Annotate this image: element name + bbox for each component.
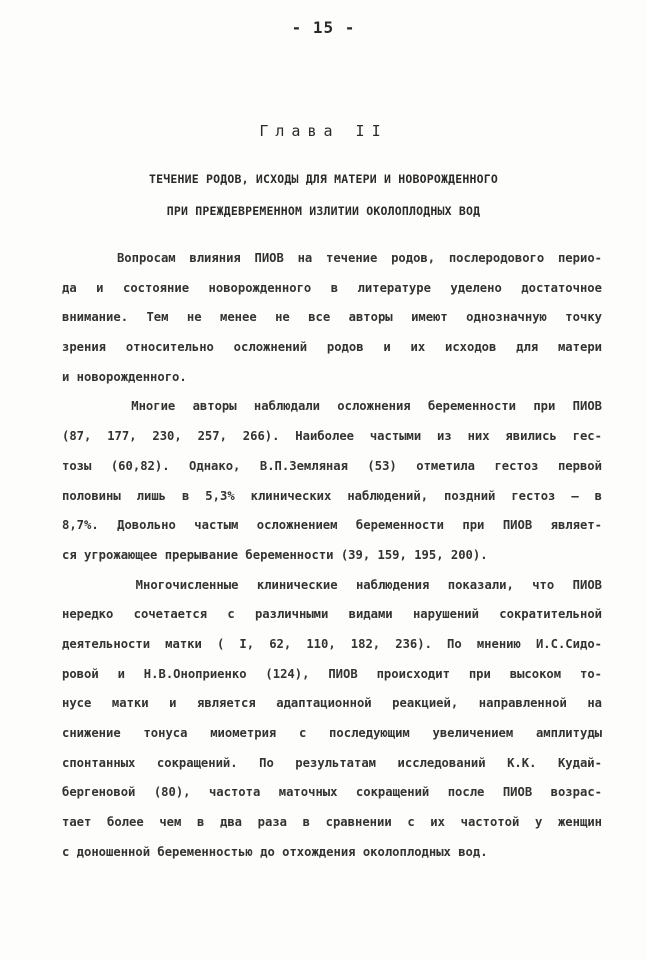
body-line: тозы (60,82). Однако, В.П.Земляная (53) отметила гестоз первой (62, 458, 602, 473)
body-line: Вопросам влияния ПИОВ на течение родов, послеродового перио- (62, 251, 602, 265)
body-line: тает более чем в два раза в сравнении с их частотой у женщин (62, 815, 602, 830)
body-line: Многие авторы наблюдали осложнения беременности при ПИОВ (62, 399, 602, 414)
body-line: Многочисленные клинические наблюдения показали, что ПИОВ (62, 577, 602, 592)
body-line: деятельности матки ( I, 62, 110, 182, 236). По мнению И.С.Сидо- (62, 636, 602, 651)
body-line: и новорожденного. (62, 369, 187, 384)
body-line: да и состояние новорожденного в литературе уделено достаточное (62, 280, 602, 295)
chapter-title: Глава II (259, 122, 388, 140)
body-line: с доношенной беременностью до отхождения околоплодных вод. (62, 844, 488, 859)
body-line: нередко сочетается с различными видами нарушений сократительной (62, 607, 602, 622)
body-line: ровой и Н.В.Оноприенко (124), ПИОВ происходит при высоком то- (62, 666, 602, 681)
body-line: снижение тонуса миометрия с последующим увеличением амплитуды (62, 726, 602, 740)
chapter-heading-line-2: ПРИ ПРЕЖДЕВРЕМЕННОМ ИЗЛИТИИ ОКОЛОПЛОДНЫХ ВОД (166, 204, 481, 218)
body-text (62, 244, 602, 867)
body-line: зрения относительно осложнений родов и их исходов для матери (62, 340, 602, 355)
body-line: (87, 177, 230, 257, 266). Наиболее частыми из них явились гес- (62, 429, 602, 444)
body-line: внимание. Тем не менее не все авторы имеют однозначную точку (62, 310, 602, 325)
body-line: 8,7%. Довольно частым осложнением беременности при ПИОВ являет- (62, 518, 602, 533)
body-line: бергеновой (80), частота маточных сокращений после ПИОВ возрас- (62, 785, 602, 800)
body-line: половины лишь в 5,3% клинических наблюдений, поздний гестоз – в (62, 488, 602, 503)
body-line: спонтанных сокращений. По результатам исследований К.К. Кудай- (62, 755, 602, 770)
chapter-heading-line-1: ТЕЧЕНИЕ РОДОВ, ИСХОДЫ ДЛЯ МАТЕРИ И НОВОРОЖДЕННОГО (148, 172, 499, 186)
page-number: - 15 - (291, 18, 356, 37)
body-line: нусе матки и является адаптационной реакцией, направленной на (62, 696, 602, 711)
body-line: ся угрожающее прерывание беременности (39, 159, 195, 200). (62, 547, 488, 562)
